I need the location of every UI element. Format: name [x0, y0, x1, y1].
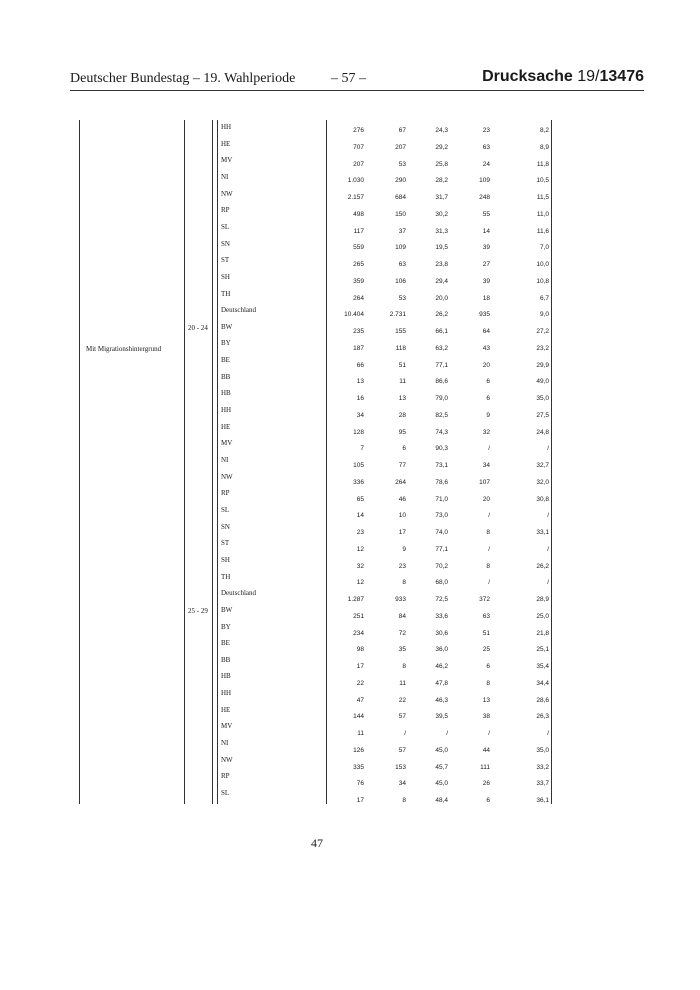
cell-c3: 45,0	[435, 746, 448, 754]
row-state-code: ST	[221, 539, 230, 548]
cell-c4: 248	[479, 194, 490, 201]
row-state-code: TH	[221, 289, 231, 298]
cell-c3: 29,4	[435, 277, 448, 285]
row-state-code: NI	[221, 456, 229, 464]
age-group-label: 25 - 29	[188, 607, 208, 615]
cell-c2: 22	[398, 696, 406, 704]
cell-c5: 25,1	[536, 646, 549, 654]
cell-c4: 44	[482, 746, 490, 754]
cell-c1: 16	[356, 395, 364, 402]
cell-c5: /	[547, 545, 549, 553]
cell-c5: 35,4	[536, 663, 549, 670]
cell-c2: 72	[398, 629, 406, 637]
cell-c1: 264	[353, 294, 364, 302]
cell-c4: 32	[482, 428, 490, 436]
cell-c4: 6	[486, 378, 490, 386]
row-state-code: SL	[221, 505, 230, 514]
cell-c4: 6	[486, 395, 490, 402]
cell-c2: 118	[395, 344, 406, 352]
cell-c4: 14	[482, 227, 490, 235]
cell-c4: /	[488, 512, 490, 520]
cell-c4: 20	[482, 495, 490, 503]
row-state-code: SL	[221, 222, 230, 231]
cell-c4: 63	[482, 612, 490, 620]
cell-c1: 12	[356, 545, 364, 553]
cell-c3: /	[446, 730, 448, 737]
row-state-code: Deutschland	[221, 306, 256, 315]
page-number: 47	[311, 836, 323, 850]
cell-c3: 31,7	[435, 194, 448, 201]
cell-c1: 1.287	[347, 596, 364, 603]
cell-c1: 234	[353, 629, 364, 637]
cell-c3: 77,1	[435, 361, 448, 369]
document-number-main: 13476	[599, 68, 644, 85]
cell-c3: 73,1	[435, 462, 448, 469]
cell-c2: 150	[395, 210, 406, 218]
row-state-code: SH	[221, 555, 230, 564]
cell-c2: 684	[395, 194, 406, 201]
cell-c2: 67	[398, 127, 406, 134]
cell-c1: 235	[353, 328, 364, 335]
row-state-code: RP	[221, 206, 230, 215]
row-state-code: MV	[221, 722, 233, 731]
cell-c1: 207	[353, 160, 364, 168]
cell-c3: 74,3	[435, 428, 448, 436]
cell-c5: 30,8	[536, 495, 549, 503]
cell-c4: 24	[482, 160, 490, 168]
cell-c3: 23,8	[435, 261, 448, 268]
cell-c1: 66	[356, 361, 364, 369]
cell-c2: 264	[395, 478, 406, 486]
cell-c2: 106	[395, 277, 406, 285]
cell-c4: 6	[486, 797, 490, 804]
cell-c1: 14	[356, 512, 364, 520]
cell-c4: 9	[486, 411, 490, 419]
cell-c5: 26,2	[536, 562, 549, 570]
cell-c4: /	[488, 579, 490, 587]
cell-c2: 95	[398, 428, 406, 436]
cell-c4: 8	[486, 562, 490, 570]
cell-c3: 78,6	[435, 478, 448, 486]
cell-c4: 372	[479, 596, 490, 603]
cell-c1: 336	[353, 478, 364, 486]
row-state-code: BW	[221, 605, 233, 614]
row-state-code: HB	[221, 389, 231, 398]
cell-c2: 207	[395, 143, 406, 151]
cell-c5: /	[547, 512, 549, 520]
cell-c5: 28,9	[536, 596, 549, 603]
cell-c1: 98	[356, 646, 364, 654]
cell-c3: 36,0	[435, 646, 448, 654]
cell-c5: 8,2	[539, 127, 549, 134]
cell-c3: 79,0	[435, 395, 448, 402]
cell-c4: 18	[482, 294, 490, 302]
cell-c5: 11,6	[536, 227, 549, 235]
table-divider-state-left	[212, 120, 213, 804]
table-divider-state	[217, 120, 218, 804]
cell-c5: /	[547, 730, 549, 737]
cell-c2: 57	[398, 746, 406, 754]
cell-c5: 10,8	[536, 277, 549, 285]
row-state-code: MV	[221, 439, 233, 448]
table-divider-values	[326, 120, 327, 804]
row-state-code: SL	[221, 789, 230, 797]
cell-c4: 39	[482, 244, 490, 252]
row-state-code: HE	[221, 705, 231, 714]
cell-c1: 707	[353, 143, 364, 151]
document-number	[482, 68, 644, 86]
cell-c5: 21,8	[536, 629, 549, 637]
cell-c2: 11	[399, 679, 406, 687]
cell-c3: 77,1	[435, 545, 448, 553]
cell-c5: 32,0	[536, 478, 549, 486]
cell-c3: 74,0	[435, 529, 448, 536]
cell-c3: 63,2	[435, 344, 448, 352]
page-marker: – 57 –	[331, 71, 366, 86]
row-state-code: BB	[221, 372, 231, 381]
cell-c5: 23,2	[536, 344, 549, 352]
cell-c4: 8	[486, 529, 490, 536]
cell-c3: 72,5	[435, 596, 448, 603]
cell-c2: 109	[395, 244, 406, 252]
cell-c1: 47	[356, 696, 364, 704]
cell-c3: 30,2	[435, 210, 448, 218]
cell-c4: 34	[482, 462, 490, 469]
cell-c5: 7,0	[539, 244, 549, 252]
cell-c5: 33,1	[536, 529, 549, 536]
cell-c5: 27,2	[536, 328, 549, 335]
cell-c2: 933	[395, 596, 406, 603]
cell-c5: 49,0	[536, 378, 549, 386]
cell-c4: 20	[482, 361, 490, 369]
cell-c1: 23	[356, 529, 364, 536]
cell-c1: 359	[353, 277, 364, 285]
cell-c4: 27	[482, 261, 490, 268]
row-state-code: HE	[221, 422, 231, 431]
cell-c2: 6	[402, 445, 406, 453]
row-state-code: NW	[221, 472, 233, 481]
cell-c4: 43	[482, 344, 490, 352]
cell-c2: 53	[398, 294, 406, 302]
table-border-left	[79, 120, 80, 804]
row-state-code: Deutschland	[221, 589, 256, 598]
cell-c2: /	[404, 730, 406, 737]
row-state-code: HH	[221, 689, 232, 698]
cell-c3: 20,0	[435, 294, 448, 302]
cell-c4: 63	[482, 143, 490, 151]
cell-c1: 187	[353, 344, 364, 352]
cell-c1: 7	[360, 445, 364, 453]
cell-c1: 117	[353, 227, 364, 235]
cell-c1: 10.404	[344, 311, 364, 319]
cell-c5: 8,9	[539, 143, 549, 151]
row-state-code: NI	[221, 172, 229, 181]
cell-c5: 9,0	[539, 311, 549, 319]
cell-c1: 17	[356, 797, 364, 804]
cell-c3: 29,2	[435, 143, 448, 151]
row-state-code: RP	[221, 489, 230, 498]
header-rule	[70, 90, 644, 91]
cell-c4: 25	[482, 646, 490, 654]
cell-c5: 27,5	[536, 411, 549, 419]
cell-c2: 46	[398, 495, 406, 503]
row-state-code: SN	[221, 239, 230, 248]
cell-c4: 13	[482, 696, 490, 704]
cell-c1: 498	[353, 210, 364, 218]
cell-c5: 25,0	[536, 612, 549, 620]
cell-c1: 144	[353, 713, 364, 721]
cell-c5: 33,7	[536, 780, 549, 788]
cell-c5: 35,0	[536, 395, 549, 402]
cell-c5: 10,5	[536, 177, 549, 185]
row-state-code: BY	[221, 339, 231, 348]
cell-c3: 30,6	[435, 629, 448, 637]
row-state-code: SH	[221, 272, 230, 281]
cell-c3: 47,8	[435, 679, 448, 687]
cell-c1: 276	[353, 127, 364, 134]
cell-c2: 153	[395, 763, 406, 771]
row-state-code: NI	[221, 739, 229, 747]
cell-c3: 39,5	[435, 713, 448, 721]
cell-c3: 33,6	[435, 612, 448, 620]
cell-c4: 23	[482, 127, 490, 134]
cell-c5: 28,6	[536, 696, 549, 704]
table-border-right	[551, 120, 552, 804]
cell-c1: 32	[356, 562, 364, 570]
cell-c5: 11,0	[536, 210, 549, 218]
cell-c2: 28	[398, 411, 406, 419]
cell-c3: 46,3	[435, 696, 448, 704]
cell-c5: 11,5	[536, 194, 549, 201]
cell-c4: 39	[482, 277, 490, 285]
cell-c2: 8	[402, 663, 406, 670]
cell-c3: 26,2	[435, 311, 448, 319]
cell-c2: 9	[402, 545, 406, 553]
cell-c5: 35,0	[536, 746, 549, 754]
cell-c4: /	[488, 445, 490, 453]
cell-c4: /	[488, 730, 490, 737]
cell-c3: 66,1	[435, 328, 448, 335]
row-state-code: NW	[221, 755, 233, 764]
cell-c1: 34	[356, 411, 364, 419]
cell-c4: 111	[480, 763, 490, 771]
cell-c2: 290	[395, 177, 406, 185]
cell-c2: 34	[398, 780, 406, 788]
cell-c2: 23	[398, 562, 406, 570]
row-state-code: NW	[221, 189, 233, 198]
cell-c5: 33,2	[536, 763, 549, 771]
cell-c1: 128	[353, 428, 364, 436]
cell-c1: 1.030	[347, 177, 364, 185]
row-state-code: BW	[221, 322, 233, 331]
cell-c2: 8	[402, 797, 406, 804]
document-series-title: Deutscher Bundestag – 19. Wahlperiode	[70, 71, 296, 86]
row-state-code: HH	[221, 123, 232, 131]
cell-c5: /	[547, 445, 549, 453]
cell-c1: 22	[356, 679, 364, 687]
cell-c2: 8	[402, 579, 406, 587]
cell-c1: 12	[356, 579, 364, 587]
table-divider-age	[184, 120, 185, 804]
cell-c2: 13	[398, 395, 406, 402]
row-state-code: TH	[221, 572, 231, 581]
cell-c4: 109	[479, 177, 490, 185]
cell-c5: 24,8	[536, 428, 549, 436]
document-number-prefix: 19/	[577, 68, 600, 85]
row-state-code: ST	[221, 256, 230, 265]
document-label: Drucksache	[482, 68, 573, 85]
cell-c4: 51	[482, 629, 490, 637]
cell-c2: 63	[398, 261, 406, 268]
cell-c3: 68,0	[435, 579, 448, 587]
row-state-code: HH	[221, 406, 232, 414]
cell-c1: 11	[357, 730, 364, 737]
cell-c2: 10	[398, 512, 406, 520]
cell-c1: 265	[353, 261, 364, 268]
cell-c4: /	[488, 545, 490, 553]
cell-c5: 26,3	[536, 713, 549, 721]
cell-c2: 53	[398, 160, 406, 168]
cell-c5: 32,7	[536, 462, 549, 469]
cell-c2: 155	[395, 328, 406, 335]
cell-c3: 90,3	[435, 445, 448, 453]
cell-c5: 11,8	[536, 160, 549, 168]
cell-c3: 45,0	[435, 780, 448, 788]
cell-c1: 13	[356, 378, 364, 386]
row-state-code: RP	[221, 772, 230, 781]
cell-c1: 17	[356, 663, 364, 670]
cell-c3: 46,2	[435, 663, 448, 670]
cell-c3: 45,7	[435, 763, 448, 771]
cell-c3: 31,3	[435, 227, 448, 235]
cell-c3: 73,0	[435, 512, 448, 520]
cell-c2: 84	[398, 612, 406, 620]
cell-c1: 105	[353, 462, 364, 469]
cell-c1: 126	[353, 746, 364, 754]
row-state-code: BE	[221, 639, 230, 648]
cell-c2: 57	[398, 713, 406, 721]
cell-c5: 36,1	[536, 797, 549, 804]
cell-c2: 37	[398, 227, 406, 235]
cell-c2: 77	[398, 462, 406, 469]
cell-c4: 8	[486, 679, 490, 687]
cell-c3: 28,2	[435, 177, 448, 185]
cell-c4: 55	[482, 210, 490, 218]
cell-c4: 107	[479, 478, 490, 486]
cell-c4: 64	[482, 328, 490, 335]
cell-c2: 51	[398, 361, 406, 369]
cell-c5: 29,9	[536, 361, 549, 369]
row-state-code: BY	[221, 622, 231, 631]
row-state-code: BE	[221, 356, 230, 365]
cell-c4: 935	[479, 311, 490, 319]
cell-c1: 251	[353, 612, 364, 620]
cell-c5: 10,0	[536, 261, 549, 268]
cell-c3: 70,2	[435, 562, 448, 570]
cell-c5: 6,7	[539, 294, 549, 302]
cell-c3: 19,5	[435, 244, 448, 252]
row-state-code: BB	[221, 655, 231, 664]
cell-c1: 559	[353, 244, 364, 252]
cell-c3: 25,8	[435, 160, 448, 168]
cell-c2: 2.731	[389, 311, 406, 319]
row-state-code: SN	[221, 522, 230, 531]
cell-c5: /	[547, 579, 549, 587]
cell-c2: 11	[399, 378, 406, 386]
cell-c4: 38	[482, 713, 490, 721]
cell-c2: 17	[398, 529, 406, 536]
row-state-code: HE	[221, 139, 231, 148]
row-state-code: HB	[221, 672, 231, 681]
cell-c3: 71,0	[435, 495, 448, 503]
cell-c1: 65	[356, 495, 364, 503]
cell-c3: 82,5	[435, 411, 448, 419]
cell-c3: 86,6	[435, 378, 448, 386]
age-group-label: 20 - 24	[188, 324, 208, 332]
cell-c1: 2.157	[347, 194, 364, 201]
cell-c1: 335	[353, 763, 364, 771]
cell-c1: 76	[356, 780, 364, 788]
cell-c5: 34,4	[536, 679, 549, 687]
cell-c4: 26	[482, 780, 490, 788]
cell-c4: 6	[486, 663, 490, 670]
cell-c3: 48,4	[435, 797, 448, 804]
row-state-code: MV	[221, 156, 233, 165]
cell-c3: 24,3	[435, 127, 448, 134]
cell-c2: 35	[398, 646, 406, 654]
row-group-label: Mit Migrationshintergrund	[86, 345, 162, 353]
